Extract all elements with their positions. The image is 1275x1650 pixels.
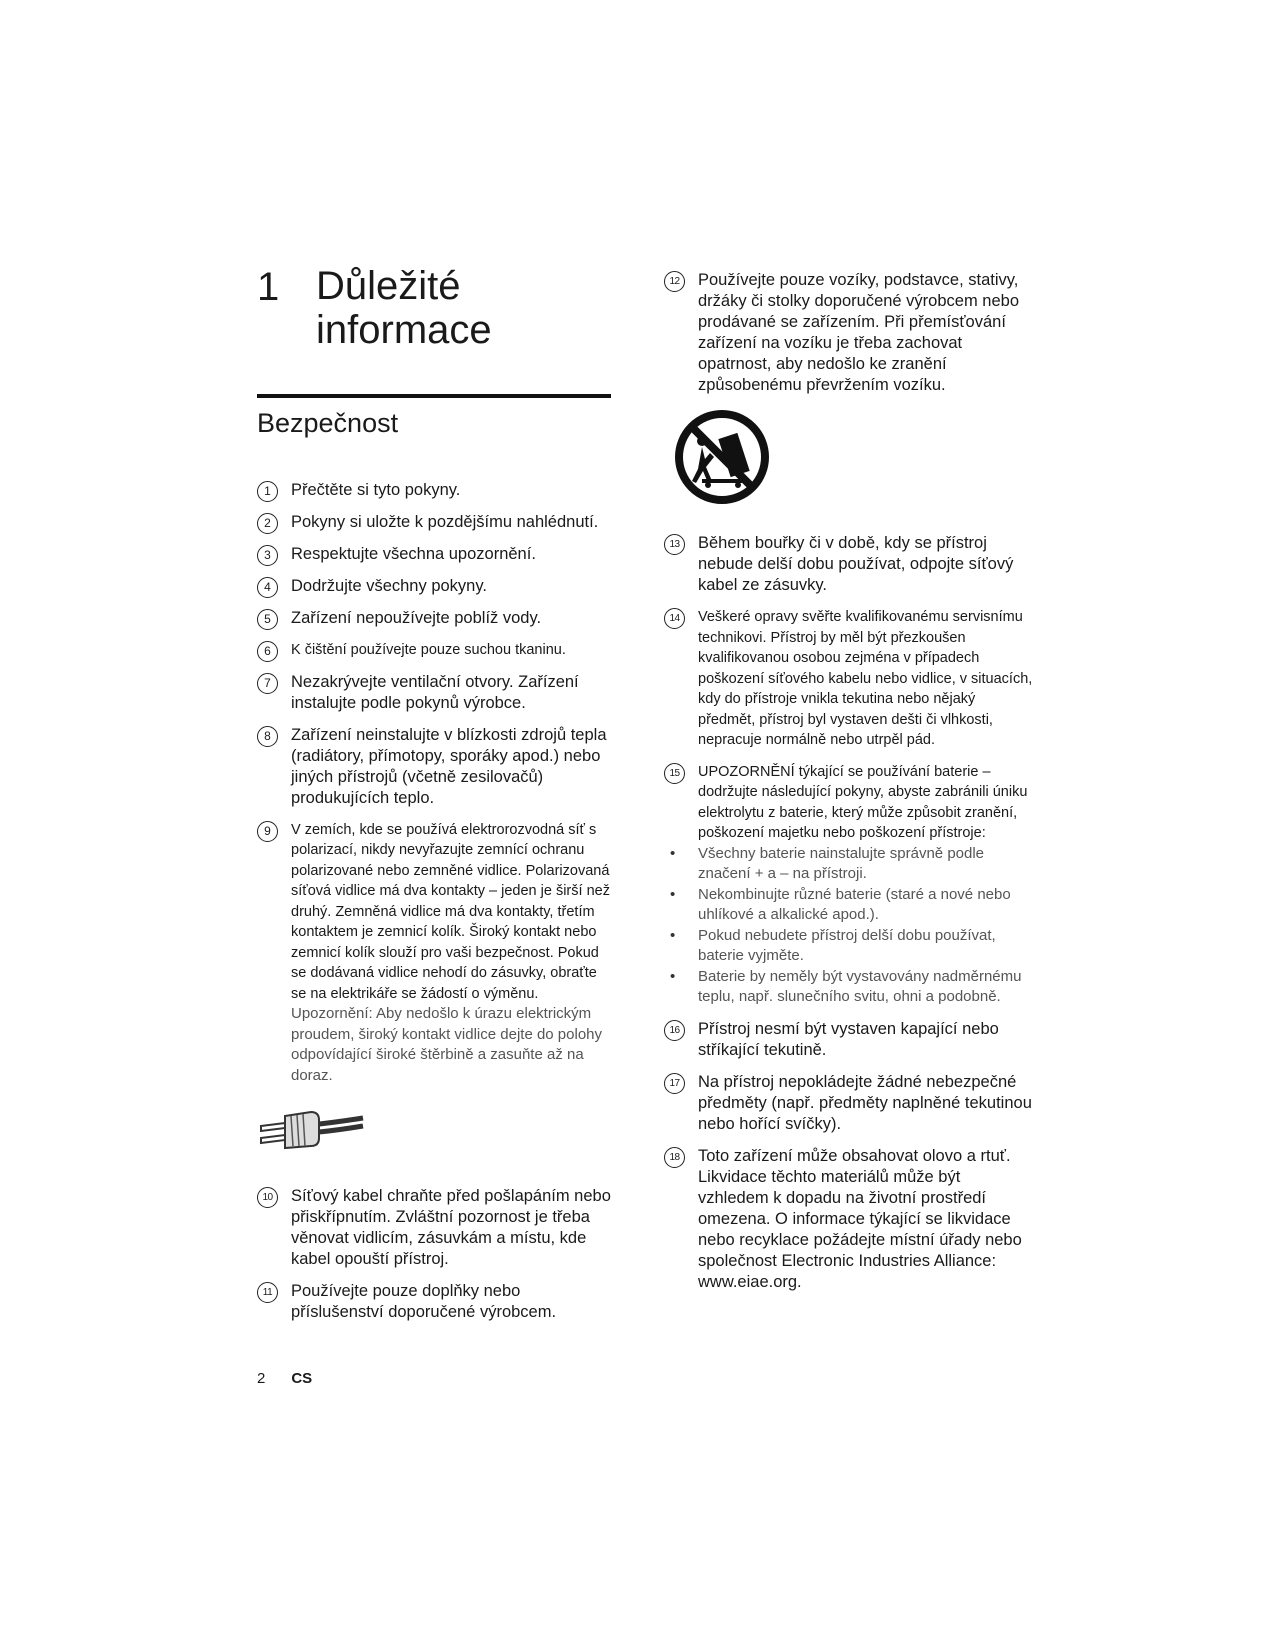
safety-list-right-bottom: [664, 533, 1034, 1293]
cart-warning-icon: [672, 407, 772, 507]
item-text: Zařízení neinstalujte v blízkosti zdrojů tepla (radiátory, přímotopy, sporáky apod.) nebo jiných přístrojů (včetně zesilovačů) produkujících teplo.: [291, 725, 607, 807]
section-title: Bezpečnost: [257, 408, 399, 438]
item-number: 10: [257, 1187, 278, 1208]
item-text: Přečtěte si tyto pokyny.: [291, 481, 461, 499]
language-code: CS: [291, 1370, 313, 1387]
safety-list-right: [664, 270, 1034, 396]
page-footer: [257, 1370, 312, 1387]
item-number: 1: [257, 481, 278, 502]
item-number: 15: [664, 763, 685, 784]
safety-list-left: [257, 480, 612, 1086]
list-item: [257, 544, 612, 565]
list-item: [664, 533, 1034, 596]
chapter-heading: [257, 264, 612, 360]
item-number: 4: [257, 577, 278, 598]
item-text: Nezakrývejte ventilační otvory. Zařízení instalujte podle pokynů výrobce.: [291, 672, 579, 712]
item-text: Přístroj nesmí být vystaven kapající nebo stříkající tekutině.: [698, 1019, 999, 1059]
list-item: [664, 607, 1034, 751]
battery-bullets: [664, 844, 1034, 1008]
item-number: 6: [257, 641, 278, 662]
list-item: [664, 1146, 1034, 1293]
item-text: Respektujte všechna upozornění.: [291, 545, 536, 563]
list-item: [664, 1072, 1034, 1135]
item-number: 5: [257, 609, 278, 630]
page-number: 2: [257, 1370, 266, 1387]
item-number: 12: [664, 271, 685, 292]
item-number: 8: [257, 726, 278, 747]
item-text: UPOZORNĚNÍ týkající se používání baterie – dodržujte následující pokyny, abyste zabránili úniku elektrolytu z baterie, který může způsobit zranění, poškození majetku nebo poškození přístroje:: [698, 763, 1028, 841]
item-number: 2: [257, 513, 278, 534]
list-item: [257, 820, 612, 1087]
item-text: Pokyny si uložte k pozdějšímu nahlédnutí.: [291, 513, 599, 531]
item-text: Používejte pouze vozíky, podstavce, stativy, držáky či stolky doporučené výrobcem nebo prodávané se zařízením. Při přemísťování zařízení na vozíku je třeba zachovat opatrnost, aby nedošlo ke zranění způsobenému převržením vozíku.: [698, 271, 1019, 394]
list-item: [664, 270, 1034, 396]
list-item: [664, 762, 1034, 1008]
item-number: 9: [257, 821, 278, 842]
item-number: 3: [257, 545, 278, 566]
list-item: [257, 608, 612, 629]
safety-list-left-bottom: [257, 1186, 612, 1323]
item-text: Používejte pouze doplňky nebo příslušenství doporučené výrobcem.: [291, 1282, 557, 1321]
item-number: 11: [257, 1282, 278, 1303]
chapter-title: [316, 264, 492, 352]
bullet-item: • Baterie by neměly být vystavovány nadměrnému teplu, např. slunečního svitu, ohni a podobně.: [664, 967, 1034, 1008]
item-number: 14: [664, 608, 685, 629]
item-text: Veškeré opravy svěřte kvalifikovanému servisnímu technikovi. Přístroj by měl být přezkoušen kvalifikovanou osobou zejména v případech poškození síťového kabelu nebo vidlice, v situacích, kdy do přístroje vnikla tekutina nebo nějaký předmět, přístroj byl vystaven dešti či vlhkosti, nepracuje normálně nebo utrpěl pád.: [698, 609, 1033, 748]
section-divider: [257, 394, 611, 398]
item-text: Síťový kabel chraňte před pošlapáním nebo přiskřípnutím. Zvláštní pozornost je třeba věnovat vidlicím, zásuvkám a místu, kde kabel opouští přístroj.: [291, 1187, 611, 1268]
plug-illustration: [257, 1104, 367, 1152]
list-item: [257, 576, 612, 597]
left-column: [257, 264, 612, 1334]
list-item: [257, 480, 612, 501]
list-item: [257, 512, 612, 533]
bullet-item: • Pokud nebudete přístroj delší dobu používat, baterie vyjměte.: [664, 926, 1034, 967]
item-number: 7: [257, 673, 278, 694]
item-text: Toto zařízení může obsahovat olovo a rtuť. Likvidace těchto materiálů může být vzhledem k dopadu na životní prostředí omezena. O informace týkající se likvidace nebo recyklace požádejte místní úřady nebo společnost Electronic Industries Alliance: www.eiae.org.: [698, 1146, 1022, 1291]
list-item: [257, 672, 612, 714]
list-item: [257, 1186, 612, 1270]
item-number: 13: [664, 534, 685, 555]
bullet-item: • Nekombinujte různé baterie (staré a nové nebo uhlíkové a alkalické apod.).: [664, 885, 1034, 926]
list-item: [257, 725, 612, 809]
list-item: [257, 640, 612, 661]
item-number: 18: [664, 1147, 685, 1168]
list-item: [257, 1281, 612, 1323]
chapter-title-line1: Důležité: [316, 264, 461, 308]
list-item: [664, 1019, 1034, 1061]
item-text: V zemích, kde se používá elektrorozvodná síť s polarizací, nikdy nevyřazujte zemnící ochranu polarizované nebo zemněné vidlice. Polarizovaná síťová vidlice má dva kontakty – jeden je širší než druhý. Zemněná vidlice má dva kontakty, třetím kontaktem je zemnicí kolík. Široký kontakt nebo zemnicí kolík slouží pro vaši bezpečnost. Pokud se dodávaná vidlice nehodí do zásuvky, obraťte se na elektrikáře se žádostí o výměnu.: [291, 821, 610, 1002]
chapter-title-line2: informace: [316, 308, 492, 352]
item-number: 17: [664, 1073, 685, 1094]
right-column: [664, 270, 1034, 1304]
bullet-item: • Všechny baterie nainstalujte správně podle značení + a – na přístroji.: [664, 844, 1034, 885]
item-text: Na přístroj nepokládejte žádné nebezpečné předměty (např. předměty naplněné tekutinou nebo hořící svíčky).: [698, 1072, 1032, 1133]
item-text: Dodržujte všechny pokyny.: [291, 577, 487, 595]
item-number: 16: [664, 1020, 685, 1041]
chapter-number: 1: [257, 265, 280, 309]
item-note: Upozornění: Aby nedošlo k úrazu elektrickým proudem, široký kontakt vidlice dejte do polohy odpovídající široké štěrbině a zasuňte až na doraz.: [291, 1005, 603, 1084]
item-text: Během bouřky či v době, kdy se přístroj nebude delší dobu používat, odpojte síťový kabel ze zásuvky.: [698, 534, 1014, 594]
item-text: K čištění používejte pouze suchou tkaninu.: [291, 642, 566, 658]
item-text: Zařízení nepoužívejte poblíž vody.: [291, 609, 542, 627]
